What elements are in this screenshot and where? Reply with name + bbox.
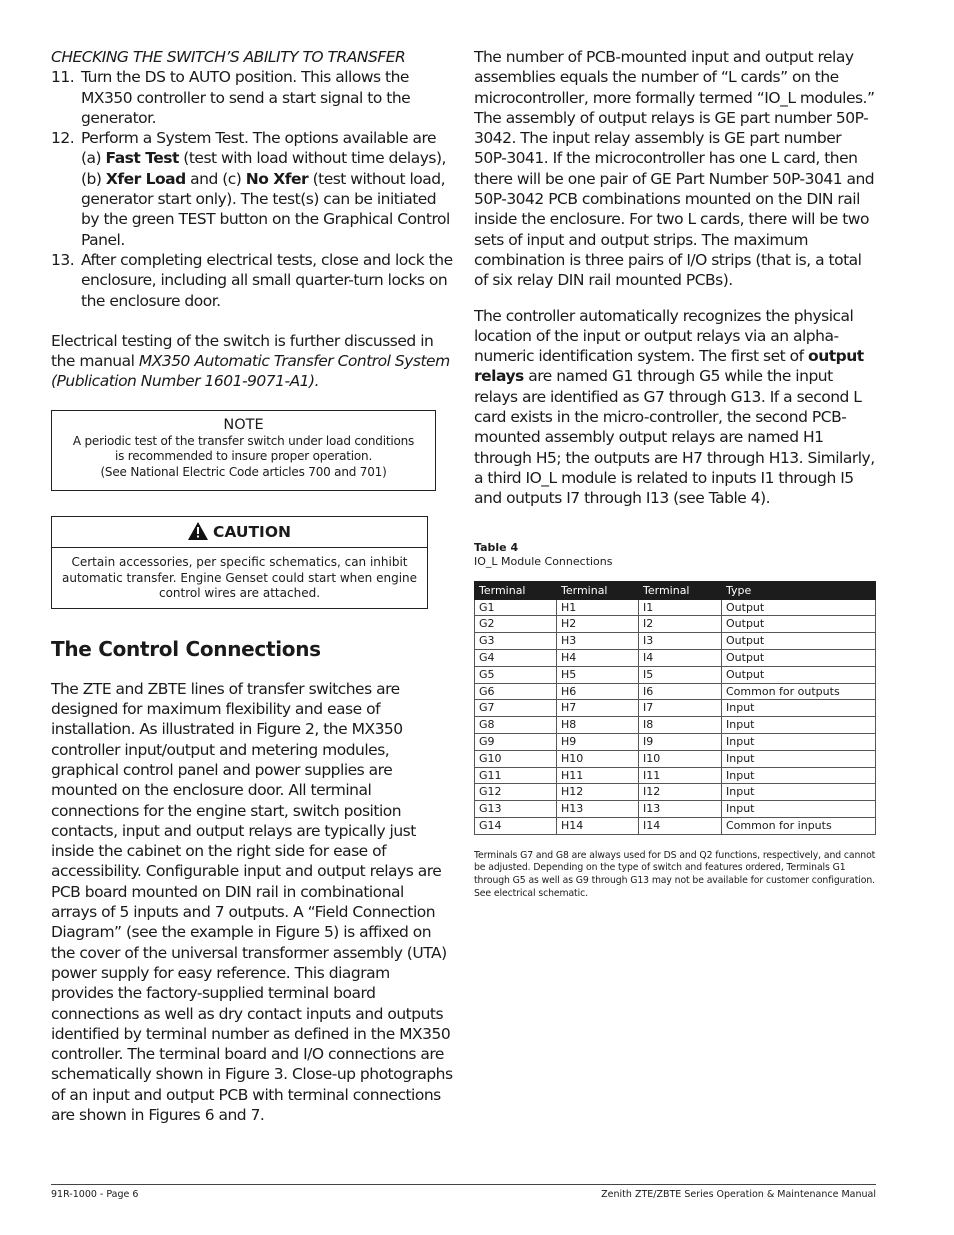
table-cell: Output (722, 599, 876, 616)
relay-assemblies-paragraph: The number of PCB-mounted input and output relay assemblies equals the number of “L cards” on the microcontroller, more formally termed “IO_L modules.” The assembly of output relays is GE part number 50P-3042. The input relay assembly is GE part number 50P-3041. If the microcontroller has one L card, then there will be one pair of GE Part Number 50P-3041 and 50P-3042 PCB combinations mounted on the DIN rail inside the enclosure. For two L cards, there will be two sets of input and output strips. The maximum combination is three pairs of I/O strips (that is, a total of six relay DIN rail mounted PCBs). (474, 48, 875, 290)
column-header: Terminal (557, 581, 639, 599)
table-cell: G10 (475, 750, 557, 767)
table-title: IO_L Module Connections (474, 554, 613, 568)
table-row (475, 700, 876, 717)
table-cell: Output (722, 649, 876, 666)
table-row (475, 750, 876, 767)
note-title: NOTE (223, 416, 264, 433)
table-cell: Output (722, 633, 876, 650)
step-number: 11. (51, 68, 75, 87)
table-cell: G6 (475, 683, 557, 700)
table-cell: Input (722, 717, 876, 734)
table-row (475, 784, 876, 801)
step-text: Perform a System Test. The options available are (a) (81, 129, 437, 168)
table-row (475, 666, 876, 683)
step-text: (test with load without time delays), (b) (81, 149, 446, 188)
table-row (475, 767, 876, 784)
table-cell: G5 (475, 666, 557, 683)
note-line: (See National Electric Code articles 700 and 701) (100, 464, 387, 479)
caution-box (51, 516, 428, 609)
table-cell: I6 (639, 683, 722, 700)
manual-title-footer: Zenith ZTE/ZBTE Series Operation & Maintenance Manual (601, 1189, 876, 1200)
table-cell: I5 (639, 666, 722, 683)
table-cell: Common for outputs (722, 683, 876, 700)
table-cell: H1 (557, 599, 639, 616)
table-cell: Input (722, 733, 876, 750)
table-row (475, 633, 876, 650)
caution-header (52, 517, 427, 548)
column-header: Terminal (639, 581, 722, 599)
caution-title: CAUTION (213, 523, 291, 542)
table-cell: G14 (475, 817, 557, 834)
table-cell: G12 (475, 784, 557, 801)
table-cell: Output (722, 616, 876, 633)
note-box (51, 410, 436, 492)
table-row (475, 599, 876, 616)
relay-identification-paragraph (474, 306, 876, 509)
table-cell: G11 (475, 767, 557, 784)
step-number: 13. (51, 250, 75, 269)
table-cell: I3 (639, 633, 722, 650)
table-cell: G7 (475, 700, 557, 717)
column-header: Terminal (475, 581, 557, 599)
table-cell: H10 (557, 750, 639, 767)
paragraph-text: The controller automatically recognizes the physical location of the input or output relays via an alpha-numeric identification system. The first set of (474, 306, 854, 366)
table-cell: H8 (557, 717, 639, 734)
table-cell: H3 (557, 633, 639, 650)
table-row (475, 733, 876, 750)
table-row (475, 817, 876, 834)
warning-triangle-icon (188, 522, 208, 540)
note-line: A periodic test of the transfer switch under load conditions (72, 433, 415, 448)
table-cell: I1 (639, 599, 722, 616)
table-row (475, 801, 876, 818)
xfer-load-label: Xfer Load (105, 169, 186, 188)
step-11 (51, 67, 453, 128)
table-cell: Input (722, 801, 876, 818)
table-cell: I2 (639, 616, 722, 633)
paragraph-text: are named G1 through G5 while the input relays are identified as G7 through G13. If a second L card exists in the micro-controller, the second PCB-mounted assembly output relays are named H1 through H5; the outputs are H7 through H13. Similarly, a third IO_L module is related to inputs I1 through I5 and outputs I7 through I13 (see Table 4). (474, 367, 875, 508)
table-cell: H12 (557, 784, 639, 801)
table-cell: I12 (639, 784, 722, 801)
table-cell: I10 (639, 750, 722, 767)
table-cell: G13 (475, 801, 557, 818)
step-13 (51, 250, 453, 311)
right-column (474, 47, 876, 901)
column-header: Type (722, 581, 876, 599)
table-cell: G3 (475, 633, 557, 650)
table-caption (474, 541, 876, 569)
table-cell: Input (722, 784, 876, 801)
step-text: (test without load, generator start only). The test(s) can be initiated by the green TEST button on the Graphical Control Panel. (81, 169, 450, 249)
table-cell: Common for inputs (722, 817, 876, 834)
table-cell: H4 (557, 649, 639, 666)
step-text: Turn the DS to AUTO position. This allows the MX350 controller to send a start signal to the generator. (81, 68, 411, 127)
table-cell: I9 (639, 733, 722, 750)
procedure-steps (51, 67, 453, 311)
step-number: 12. (51, 129, 75, 148)
table-cell: G2 (475, 616, 557, 633)
table-cell: H7 (557, 700, 639, 717)
page-number: 91R-1000 - Page 6 (51, 1189, 139, 1200)
table-row (475, 717, 876, 734)
paragraph-text: Electrical testing of the switch is further discussed in the manual (51, 331, 434, 371)
table-row (475, 616, 876, 633)
table-cell: I11 (639, 767, 722, 784)
table-cell: G1 (475, 599, 557, 616)
table-cell: I14 (639, 817, 722, 834)
table-cell: G9 (475, 733, 557, 750)
no-xfer-label: No Xfer (245, 169, 309, 188)
footer-divider (51, 1184, 876, 1185)
step-text: After completing electrical tests, close and lock the enclosure, including all small quarter-turn locks on the enclosure door. (81, 250, 453, 310)
control-connections-paragraph: The ZTE and ZBTE lines of transfer switches are designed for maximum flexibility and ease of installation. As illustrated in Figure 2, the MX350 controller input/output and metering modules, graphical control panel and power supplies are mounted on the enclosure door. All terminal connections for the engine start, switch position contacts, input and output relays are typically just inside the cabinet on the right side for ease of accessibility. Configurable input and output relays are PCB board mounted on DIN rail in combinational arrays of 5 inputs and 7 outputs. A “Field Connection Diagram” (see the example in Figure 5) is affixed on the cover of the universal transformer assembly (UTA) power supply for easy reference. This diagram provides the factory-supplied terminal board connections as well as dry contact inputs and outputs identified by terminal number as defined in the MX350 controller. The terminal board and I/O connections are schematically shown in Figure 3. Close-up photographs of an input and output PCB with terminal connections are shown in Figures 6 and 7. (51, 679, 453, 1124)
fast-test-label: Fast Test (105, 149, 179, 168)
manual-title: MX350 Automatic Transfer Control System (Publication Number 1601-9071-A1). (51, 352, 450, 391)
section-title: The Control Connections (51, 636, 321, 661)
table-cell: Input (722, 750, 876, 767)
table-footnote: Terminals G7 and G8 are always used for DS and Q2 functions, respectively, and cannot be adjusted. Depending on the type of switch and features ordered, Terminals G1 through G5 as well as G9 through G13 may not be available for customer configuration. See electrical schematic. (474, 849, 876, 899)
caution-text: Certain accessories, per specific schematics, can inhibit automatic transfer. Engine Genset could start when engine control wires are attached. (61, 555, 418, 601)
table-cell: H13 (557, 801, 639, 818)
table-cell: H6 (557, 683, 639, 700)
io-connections-table (474, 581, 876, 835)
procedure-heading: CHECKING THE SWITCH’S ABILITY TO TRANSFER (51, 48, 406, 66)
table-cell: H5 (557, 666, 639, 683)
table-cell: I13 (639, 801, 722, 818)
table-cell: H2 (557, 616, 639, 633)
step-text: and (c) (185, 169, 246, 188)
table-cell: G4 (475, 649, 557, 666)
table-body (475, 599, 876, 834)
table-row (475, 683, 876, 700)
table-cell: I4 (639, 649, 722, 666)
output-relays-label: output relays (474, 347, 864, 386)
note-line: is recommended to insure proper operation. (114, 449, 373, 464)
table-cell: H14 (557, 817, 639, 834)
table-row (475, 649, 876, 666)
table-cell: Input (722, 700, 876, 717)
table-header-row (475, 581, 876, 599)
table-cell: H11 (557, 767, 639, 784)
table-cell: I7 (639, 700, 722, 717)
table-cell: I8 (639, 717, 722, 734)
table-cell: Output (722, 666, 876, 683)
table-cell: G8 (475, 717, 557, 734)
left-column (51, 47, 453, 1125)
table-cell: Input (722, 767, 876, 784)
electrical-testing-paragraph (51, 331, 453, 392)
table-label: Table 4 (474, 540, 519, 554)
table-cell: H9 (557, 733, 639, 750)
step-12 (51, 128, 453, 250)
